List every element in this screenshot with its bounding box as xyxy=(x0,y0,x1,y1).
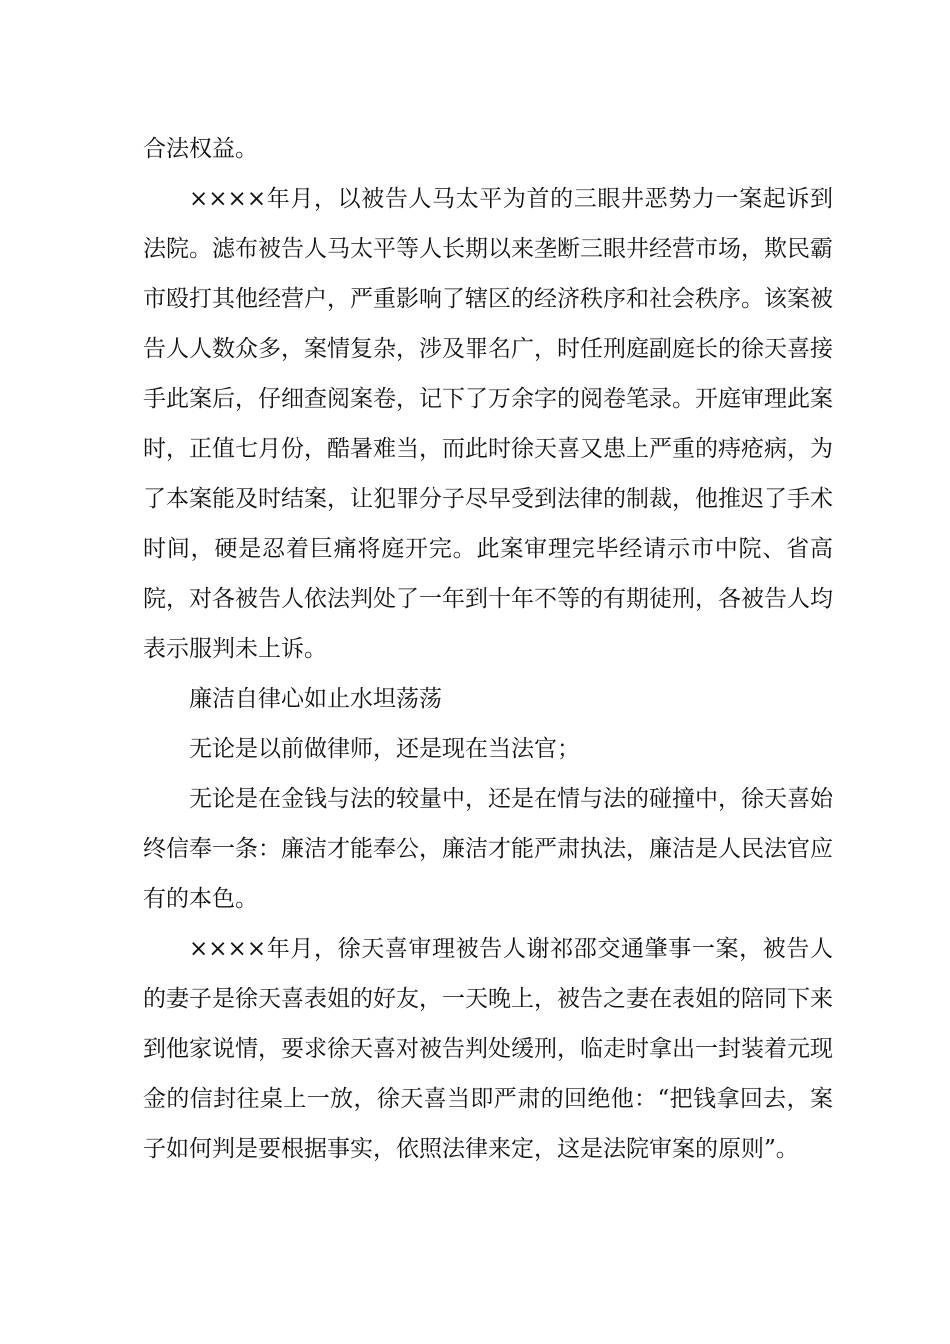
paragraph-integrity: 无论是在金钱与法的较量中，还是在情与法的碰撞中，徐天喜始终信奉一条：廉洁才能奉公，廉洁才能严肃执法，廉洁是人民法官应有的本色。 xyxy=(143,786,833,912)
section-heading: 廉洁自律心如止水坦荡荡 xyxy=(189,686,442,712)
document-page xyxy=(143,124,833,1174)
paragraph-continuation: 合法权益。 xyxy=(143,136,258,162)
paragraph-case-santanjing: ××××年月，以被告人马太平为首的三眼井恶势力一案起诉到法院。滤布被告人马太平等人长期以来垄断三眼井经营市场，欺民霸市殴打其他经营户，严重影响了辖区的经济秩序和社会秩序。该案被告人人数众多，案情复杂，涉及罪名广，时任刑庭副庭长的徐天喜接手此案后，仔细查阅案卷，记下了万余字的阅卷笔录。开庭审理此案时，正值七月份，酷暑难当，而此时徐天喜又患上严重的痔疮病，为了本案能及时结案，让犯罪分子尽早受到法律的制裁，他推迟了手术时间，硬是忍着巨痛将庭开完。此案审理完毕经请示市中院、省高院，对各被告人依法判处了一年到十年不等的有期徒刑，各被告人均表示服判未上诉。 xyxy=(143,186,833,662)
paragraph-lawyer-judge: 无论是以前做律师，还是现在当法官； xyxy=(189,736,580,762)
paragraph-case-traffic: ××××年月，徐天喜审理被告人谢祁邵交通肇事一案，被告人的妻子是徐天喜表姐的好友，一天晚上，被告之妻在表姐的陪同下来到他家说情，要求徐天喜对被告判处缓刑，临走时拿出一封装着元现金的信封往桌上一放，徐天喜当即严肃的回绝他：“把钱拿回去，案子如何判是要根据事实，依照法律来定，这是法院审案的原则”。 xyxy=(143,936,833,1162)
